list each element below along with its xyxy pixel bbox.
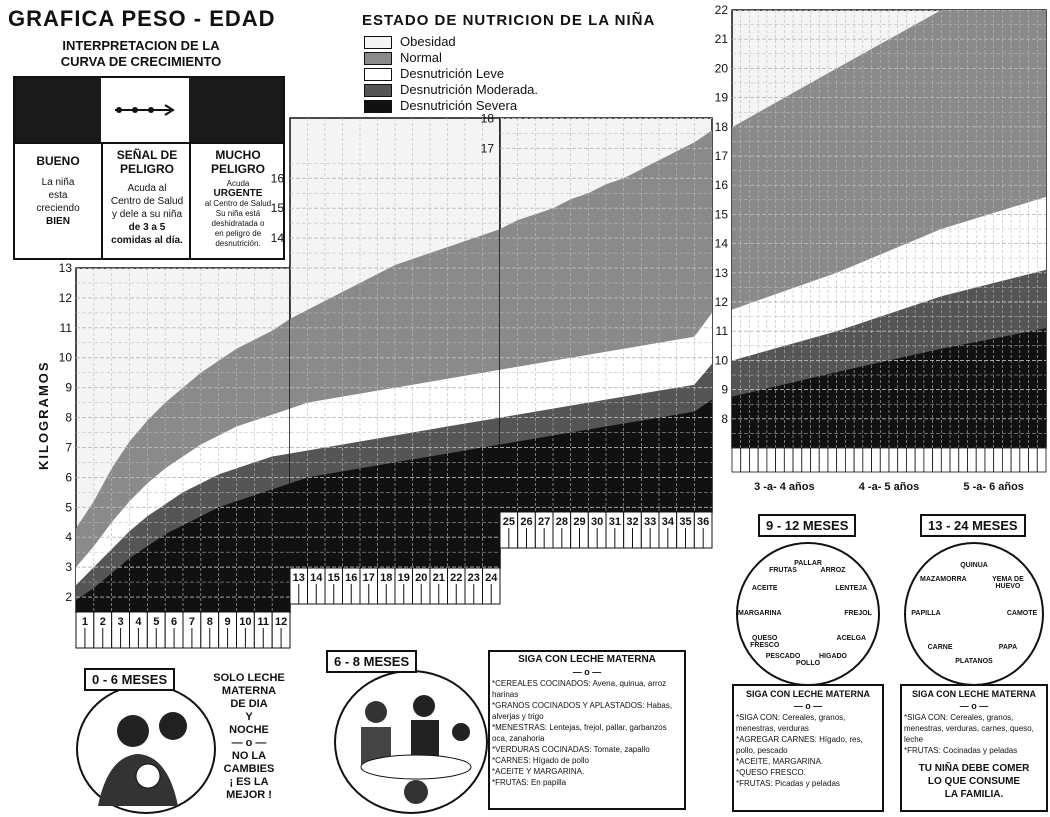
f1324-head: SIGA CON LECHE MATERNA	[911, 689, 1036, 699]
x-tick-label: 3	[117, 616, 124, 628]
x-tick-label: 1	[81, 616, 88, 628]
x-tick-box	[933, 448, 942, 472]
food-label: POLLO	[795, 660, 821, 667]
x-tick-label: 10	[239, 616, 252, 628]
x-tick-label: 22	[450, 572, 463, 584]
x-tick-label: 18	[380, 572, 393, 584]
x-tick-label: 3 -a- 4 años	[754, 481, 815, 493]
badge-9-12: 9 - 12 MESES	[758, 514, 856, 537]
y-tick-label: 15	[714, 207, 728, 222]
feeding-list-item: *MENESTRAS: Lentejas, frejol, pallar, garbanzos	[492, 723, 667, 732]
closing-1: TU NIÑA DEBE COMER	[918, 763, 1030, 774]
feeding-list-item: *FRUTAS: En papilla	[492, 778, 567, 787]
f06-l7: CAMBIES	[223, 763, 275, 775]
x-tick-box	[767, 448, 776, 472]
y-tick-label: 12	[714, 295, 728, 309]
x-tick-box	[872, 448, 881, 472]
y-tick-label: 12	[58, 290, 72, 305]
legend-label: Desnutrición Moderada.	[400, 82, 539, 97]
closing-3: LA FAMILIA.	[944, 789, 1004, 800]
food-label: QUINUA	[960, 562, 988, 569]
subtitle-line-2: CURVA DE CRECIMIENTO	[60, 54, 222, 69]
x-tick-box	[976, 448, 985, 472]
feeding-13-24-list	[900, 684, 1048, 812]
feeding-6-8-panel	[320, 650, 682, 810]
y-tick-label: 13	[58, 261, 72, 275]
peligro-heading-2: PELIGRO	[119, 162, 174, 176]
x-tick-box	[941, 448, 950, 472]
f912-sep: — o —	[793, 701, 823, 711]
x-tick-box	[749, 448, 758, 472]
feeding-9-12-list	[732, 684, 884, 812]
feeding-list-item: *QUESO FRESCO.	[736, 768, 806, 777]
x-tick-label: 2	[99, 616, 106, 628]
closing-2: LO QUE CONSUME	[927, 776, 1021, 787]
peligro-text-2: Centro de Salud	[110, 196, 184, 207]
x-tick-label: 12	[274, 616, 288, 628]
x-tick-box	[985, 448, 994, 472]
y-tick-label: 18	[480, 111, 494, 126]
peligro-heading-1: SEÑAL DE	[116, 148, 178, 162]
legend-label: Desnutrición Severa	[400, 98, 518, 113]
f06-l4: Y	[245, 711, 253, 723]
mucho-heading-1: MUCHO	[215, 148, 261, 162]
y-tick-label: 22	[714, 3, 728, 17]
chart-title: GRAFICA PESO - EDAD	[8, 6, 276, 31]
food-label: HIGADO	[819, 653, 847, 661]
x-tick-box	[1020, 448, 1029, 472]
mother-baby-illustration	[76, 684, 216, 814]
x-tick-box	[889, 448, 898, 472]
f06-l6: NO LA	[231, 750, 267, 762]
x-tick-label: 20	[415, 572, 428, 584]
mucho-text-4: Su niña está	[215, 209, 261, 218]
x-tick-label: 14	[310, 572, 323, 584]
x-tick-label: 32	[626, 516, 639, 528]
x-tick-label: 28	[555, 516, 568, 528]
x-tick-box	[854, 448, 863, 472]
feeding-list-item: *VERDURAS COCINADAS: Tomate, zapallo	[492, 745, 650, 754]
x-tick-box	[906, 448, 915, 472]
x-tick-box	[863, 448, 872, 472]
y-tick-label: 4	[65, 530, 72, 545]
food-label: PESCADO	[765, 653, 801, 661]
x-tick-label: 9	[224, 616, 231, 628]
x-tick-label: 16	[345, 572, 358, 584]
y-tick-label: 11	[59, 320, 72, 335]
f68-head: SIGA CON LECHE MATERNA	[518, 654, 656, 665]
mucho-text-3: al Centro de Salud	[204, 199, 272, 208]
x-tick-label: 6	[171, 616, 178, 628]
x-tick-box	[1002, 448, 1011, 472]
feeding-list-item: *GRANOS COCINADOS Y APLASTADOS: Habas, alverjas y trigo	[492, 701, 673, 721]
feeding-list-item: oca, zanahoria	[492, 734, 545, 743]
bueno-text-1: La niña	[41, 177, 75, 188]
y-tick-label: 8	[721, 411, 728, 426]
y-tick-label: 2	[65, 590, 72, 605]
y-tick-label: 3	[65, 560, 72, 575]
x-tick-label: 21	[432, 572, 445, 584]
y-tick-label: 14	[714, 236, 728, 251]
food-label: ACELGA	[836, 635, 867, 642]
food-label: ACEITE	[751, 585, 778, 592]
badge-0-6: 0 - 6 MESES	[84, 668, 175, 691]
feeding-0-6-text	[212, 672, 286, 802]
x-tick-label: 31	[608, 516, 621, 528]
legend-label: Normal	[400, 50, 442, 65]
f06-sep: — o —	[231, 737, 267, 749]
x-tick-box	[802, 448, 811, 472]
y-tick-label: 16	[714, 178, 728, 193]
f06-l2: MATERNA	[221, 685, 277, 697]
plate-9-12	[736, 542, 880, 686]
f1324-items	[904, 712, 1044, 756]
feeding-list-item: *CARNES: Hígado de pollo	[492, 756, 589, 765]
food-label: YEMA DE HUEVO	[992, 576, 1024, 591]
feeding-list-item: *CEREALES COCINADOS: Avena, quinua, arroz harinas	[492, 679, 667, 699]
y-tick-label: 10	[58, 350, 72, 365]
food-label: PAPILLA	[911, 610, 941, 617]
food-label: QUESO FRESCO	[750, 635, 780, 649]
x-tick-label: 8	[206, 616, 213, 628]
x-tick-label: 33	[644, 516, 657, 528]
y-tick-label: 14	[270, 231, 284, 246]
f06-l5: NOCHE	[229, 724, 269, 736]
y-tick-label: 5	[65, 500, 72, 515]
x-tick-box	[845, 448, 854, 472]
x-tick-box	[915, 448, 924, 472]
peligro-text-3: y dele a su niña	[111, 209, 183, 220]
feeding-13-24-panel	[900, 514, 1046, 810]
y-tick-label: 10	[714, 353, 728, 368]
x-tick-box	[819, 448, 828, 472]
f912-items	[736, 712, 880, 789]
x-tick-label: 26	[520, 516, 533, 528]
x-tick-label: 5 -a- 6 años	[963, 481, 1024, 493]
x-tick-label: 11	[257, 616, 270, 628]
peligro-text-5: comidas al día.	[111, 235, 183, 246]
mucho-text-7: desnutrición.	[215, 239, 261, 248]
f1324-closing	[904, 762, 1044, 801]
f06-l9: MEJOR !	[226, 789, 272, 801]
x-tick-label: 23	[467, 572, 480, 584]
x-tick-box	[811, 448, 820, 472]
x-tick-box	[784, 448, 793, 472]
y-tick-label: 17	[714, 149, 728, 163]
x-tick-label: 24	[485, 572, 498, 584]
x-tick-label: 35	[679, 516, 692, 528]
x-tick-box	[837, 448, 846, 472]
legend-label: Desnutrición Leve	[400, 66, 505, 81]
x-tick-box	[732, 448, 741, 472]
x-tick-box	[1029, 448, 1038, 472]
food-label: PAPA	[998, 643, 1018, 651]
f06-l3: DE DIA	[230, 698, 268, 710]
y-tick-label: 6	[65, 470, 72, 485]
food-label: PALLAR	[794, 560, 822, 567]
f1324-sep: — o —	[959, 701, 989, 711]
f68-items	[492, 678, 682, 788]
family-table-icon	[336, 672, 486, 812]
badge-6-8: 6 - 8 MESES	[326, 650, 417, 673]
bueno-text-2: esta	[48, 190, 68, 201]
feeding-list-item: *AGREGAR CARNES: Hígado, res, pollo, pescado	[736, 735, 863, 755]
legend-label: Obesidad	[400, 34, 456, 49]
feeding-list-item: *FRUTAS: Cocinadas y peladas	[904, 746, 1018, 755]
x-tick-label: 17	[362, 572, 375, 584]
x-tick-box	[758, 448, 767, 472]
mucho-text-2: URGENTE	[213, 188, 263, 199]
y-tick-label: 18	[714, 119, 728, 134]
y-tick-label: 21	[714, 32, 728, 47]
mucho-text-5: deshidratada o	[211, 219, 265, 228]
f68-sep: — o —	[572, 667, 602, 677]
subtitle-line-1: INTERPRETACION DE LA	[62, 38, 220, 53]
x-tick-box	[776, 448, 785, 472]
food-label: ARROZ	[820, 566, 846, 574]
feeding-6-8-list	[488, 650, 686, 810]
y-tick-label: 9	[65, 380, 72, 395]
y-tick-label: 7	[65, 440, 72, 455]
y-tick-label: 19	[714, 90, 728, 105]
x-tick-label: 15	[327, 572, 340, 584]
f06-l1: SOLO LECHE	[213, 672, 285, 684]
bueno-heading: BUENO	[36, 154, 80, 168]
x-tick-label: 30	[591, 516, 604, 528]
bueno-text-3: creciendo	[36, 203, 80, 214]
x-tick-label: 19	[397, 572, 410, 584]
x-tick-box	[741, 448, 750, 472]
badge-13-24: 13 - 24 MESES	[920, 514, 1026, 537]
x-tick-box	[924, 448, 933, 472]
y-tick-label: 17	[480, 141, 494, 156]
feeding-list-item: *SIGA CON: Cereales, granos, menestras, verduras	[736, 713, 846, 733]
mucho-text-1: Acuda	[226, 179, 250, 188]
peligro-text-4: de 3 a 5	[128, 222, 166, 233]
x-tick-box	[950, 448, 959, 472]
x-tick-box	[959, 448, 968, 472]
x-tick-label: 4	[135, 616, 142, 628]
food-label: PLATANOS	[955, 658, 993, 665]
y-tick-label: 20	[714, 61, 728, 76]
mucho-heading-2: PELIGRO	[210, 162, 265, 176]
peligro-text-1: Acuda al	[127, 183, 167, 194]
x-tick-label: 27	[538, 516, 551, 528]
family-table-illustration	[334, 670, 488, 814]
plate-13-24	[904, 542, 1044, 686]
bueno-text-4: BIEN	[46, 216, 70, 227]
x-tick-label: 5	[153, 616, 160, 628]
f912-head: SIGA CON LECHE MATERNA	[745, 689, 870, 699]
y-tick-label: 9	[721, 382, 728, 397]
x-tick-box	[1037, 448, 1046, 472]
legend-title: ESTADO DE NUTRICION DE LA NIÑA	[362, 12, 656, 29]
x-tick-box	[828, 448, 837, 472]
x-tick-box	[994, 448, 1003, 472]
x-tick-box	[1011, 448, 1020, 472]
feeding-list-item: *SIGA CON: Cereales, granos, menestras, verduras, carnes, queso, leche	[904, 713, 1034, 744]
y-tick-label: 8	[65, 410, 72, 425]
feeding-list-item: *ACEITE Y MARGARINA.	[492, 767, 585, 776]
food-label: MARGARINA	[738, 610, 782, 617]
x-tick-label: 29	[573, 516, 586, 528]
feeding-0-6-panel	[76, 668, 286, 810]
x-tick-label: 36	[697, 516, 710, 528]
food-label: MAZAMORRA	[920, 576, 967, 584]
f06-l8: ¡ ES LA	[229, 776, 269, 788]
food-label: FRUTAS	[769, 566, 797, 574]
y-tick-label: 11	[715, 324, 728, 339]
food-label: CAMOTE	[1006, 610, 1038, 617]
x-tick-box	[968, 448, 977, 472]
y-tick-label: 15	[270, 201, 284, 216]
y-tick-label: 16	[270, 171, 284, 186]
food-label: LENTEJA	[835, 585, 868, 592]
x-tick-label: 34	[661, 516, 674, 528]
food-label: FREJOL	[844, 610, 872, 617]
x-tick-label: 13	[292, 572, 305, 584]
x-tick-label: 7	[188, 616, 195, 628]
mucho-text-6: en peligro de	[214, 229, 262, 238]
feeding-9-12-panel	[732, 514, 882, 810]
x-tick-label: 25	[502, 516, 515, 528]
y-axis-label: KILOGRAMOS	[36, 360, 51, 470]
x-tick-box	[880, 448, 889, 472]
feeding-list-item: *FRUTAS: Picadas y peladas	[736, 779, 840, 788]
x-tick-box	[793, 448, 802, 472]
mother-baby-icon	[78, 686, 214, 812]
x-tick-label: 4 -a- 5 años	[858, 481, 920, 493]
x-tick-box	[898, 448, 907, 472]
food-label: CARNE	[927, 643, 953, 651]
y-tick-label: 13	[714, 265, 728, 280]
feeding-list-item: *ACEITE, MARGARINA.	[736, 757, 824, 766]
